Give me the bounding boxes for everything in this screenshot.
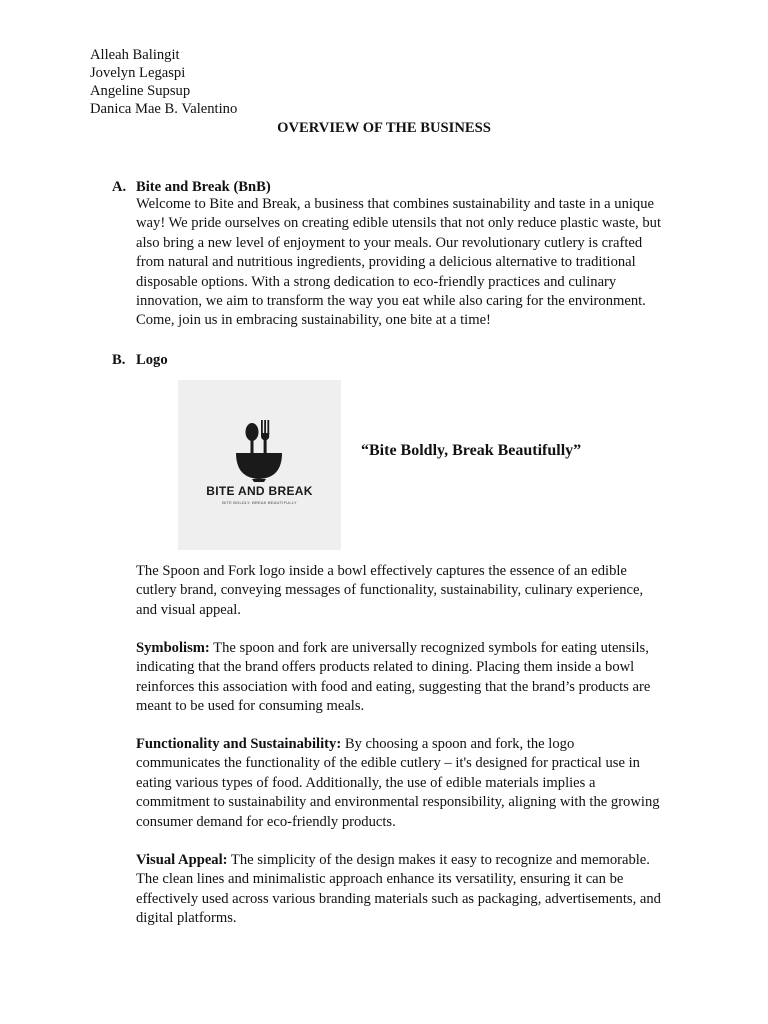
paragraph-text: The spoon and fork are universally recognized symbols for eating utensils,: [209, 640, 649, 656]
author-list: [90, 46, 237, 118]
paragraph-line: The clean lines and minimalistic approach enhance its versatility, ensuring it can be: [136, 871, 624, 888]
paragraph-line: cutlery brand, conveying messages of functionality, sustainability, culinary experience,: [136, 582, 644, 599]
paragraph-text: The simplicity of the design makes it easy to recognize and memorable.: [227, 852, 650, 868]
document-title: OVERVIEW OF THE BUSINESS: [277, 120, 491, 136]
paragraph-line: communicates the functionality of the edible cutlery – it's designed for practical use in: [136, 755, 640, 772]
logo-tagline: BITE BOLDLY, BREAK BEAUTIFULLY: [222, 500, 297, 505]
section-a-heading: [112, 178, 271, 196]
paragraph-line: consumer demand for eco-friendly products.: [136, 813, 396, 830]
paragraph-line: [136, 639, 684, 658]
paragraph-line: effectively used across various branding materials such as packaging, advertisements, and: [136, 890, 661, 907]
functionality-paragraph: [136, 735, 684, 832]
author-name: Alleah Balingit: [90, 47, 180, 63]
section-b-heading: [112, 351, 168, 369]
section-letter: B.: [112, 352, 126, 368]
paragraph-line: innovation, we aim to transform the way you eat while also caring for the environment.: [136, 293, 646, 310]
brand-slogan: “Bite Boldly, Break Beautifully”: [361, 442, 582, 459]
paragraph-line: Come, join us in embracing sustainability, one bite at a time!: [136, 312, 491, 329]
logo-intro-paragraph: [136, 562, 684, 620]
author-name: Danica Mae B. Valentino: [90, 101, 238, 117]
paragraph-line: [136, 851, 684, 870]
paragraph-line: meant to be used for consuming meals.: [136, 698, 365, 715]
section-letter: A.: [112, 179, 127, 195]
paragraph-line: and visual appeal.: [136, 601, 241, 618]
paragraph-line: way! We pride ourselves on creating edible utensils that not only reduce plastic waste, but: [136, 215, 661, 232]
paragraph-line: digital platforms.: [136, 910, 237, 927]
paragraph-line: also bring a new level of enjoyment to your meals. Our revolutionary cutlery is crafted: [136, 234, 643, 251]
paragraph-line: reinforces this association with food and eating, suggesting that the brand’s products are: [136, 678, 651, 695]
paragraph-label: Functionality and Sustainability:: [136, 736, 342, 752]
paragraph-line: eating various types of food. Additionally, the use of edible materials implies a: [136, 774, 596, 791]
visual-appeal-paragraph: [136, 851, 684, 929]
symbolism-paragraph: [136, 639, 684, 717]
section-title: Bite and Break (BnB): [136, 179, 271, 195]
paragraph-line: [136, 735, 684, 754]
paragraph-line: indicating that the brand offers products related to dining. Placing them inside a bowl: [136, 659, 635, 676]
paragraph-label: Visual Appeal:: [136, 852, 228, 868]
paragraph-line: disposable options. With a strong dedication to eco-friendly practices and culinary: [136, 273, 617, 290]
paragraph-line: commitment to sustainability and environmental responsibility, aligning with the growing: [136, 794, 660, 811]
paragraph-line: Welcome to Bite and Break, a business that combines sustainability and taste in a unique: [136, 196, 654, 212]
paragraph-text: By choosing a spoon and fork, the logo: [341, 736, 575, 752]
logo-wordmark: BITE AND BREAK: [206, 484, 313, 498]
section-title: Logo: [136, 352, 168, 368]
author-name: Angeline Supsup: [90, 83, 191, 99]
paragraph-line: from natural and nutritious ingredients, providing a delicious alternative to traditional: [136, 254, 636, 271]
section-a-body: [136, 195, 684, 331]
paragraph-label: Symbolism:: [136, 640, 210, 656]
spoon-fork-bowl-icon: [178, 380, 341, 550]
paragraph-line: The Spoon and Fork logo inside a bowl effectively captures the essence of an edible: [136, 563, 627, 579]
author-name: Jovelyn Legaspi: [90, 65, 186, 81]
logo-image: [178, 380, 341, 550]
